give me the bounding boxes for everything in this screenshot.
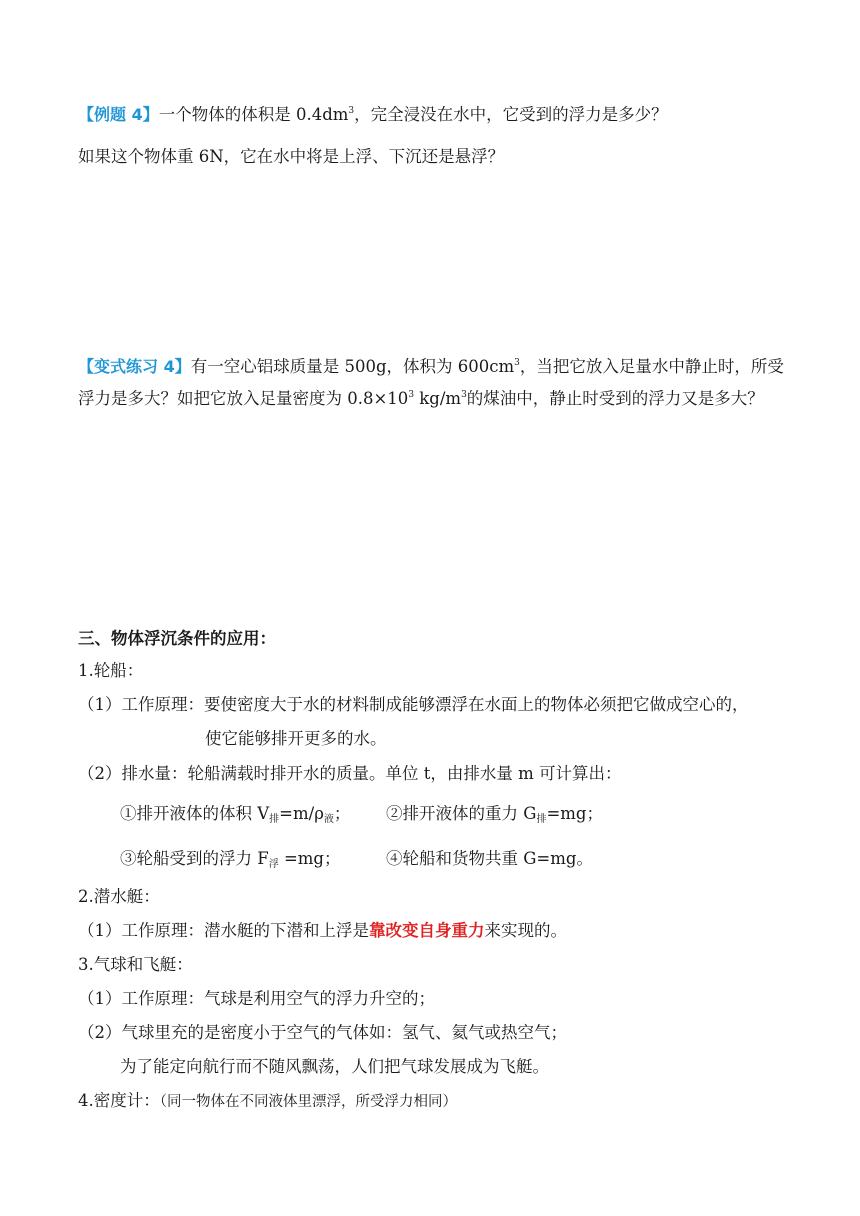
variant-4-tag: 【变式练习 4】: [78, 357, 191, 376]
balloon-principle: （1）工作原理：气球是利用空气的浮力升空的；: [78, 989, 435, 1008]
formula-volume: ①排开液体的体积 $V_排=m/\rho_液$；: [120, 804, 351, 825]
ship-displacement: （2）排水量：轮船满载时排开水的质量。单位 t，由排水量 m 可计算出：: [78, 764, 622, 783]
balloon-title: 3.气球和飞艇：: [78, 955, 193, 974]
submarine-principle: （1）工作原理：潜水艇的下潜和上浮是靠改变自身重力来实现的。: [78, 921, 567, 940]
submarine-title: 2.潜水艇：: [78, 887, 160, 906]
ship-principle: （1）工作原理：要使密度大于水的材料制成能够漂浮在水面上的物体必须把它做成空心的，: [78, 695, 749, 714]
hydrometer-note: （同一物体在不同液体里漂浮，所受浮力相同）: [159, 1094, 457, 1110]
section-3-title: 三、物体浮沉条件的应用：: [78, 629, 276, 648]
hydrometer-line: [78, 1090, 457, 1113]
balloon-gas: （2）气球里充的是密度小于空气的气体如：氢气、氦气或热空气；: [78, 1023, 567, 1042]
formula-weight: ②排开液体的重力 $G_排=mg$；: [386, 804, 603, 825]
ship-principle-cont: 使它能够排开更多的水。: [205, 729, 387, 748]
example-4-line-2: 如果这个物体重 6N，它在水中将是上浮、下沉还是悬浮？: [78, 147, 505, 166]
example-4-tag: 【例题 4】: [78, 105, 159, 124]
variant-4-line-2: 浮力是多大？如把它放入足量密度为 $0.8\times 10^3$ $kg/m^3$的煤油中，静止时受到的浮力又是多大？: [78, 389, 764, 408]
formula-total-weight: ④轮船和货物共重 G=mg。: [386, 849, 593, 868]
highlight-text: 靠改变自身重力: [369, 921, 485, 940]
variant-4-line-1: 【变式练习 4】有一空心铝球质量是 500g，体积为 $600cm^3$，当把它放入足量水中静止时，所受: [78, 357, 784, 376]
hydrometer-title: 4.密度计：: [78, 1091, 160, 1110]
formula-buoyancy: ③轮船受到的浮力 $F_浮 =mg$；: [120, 849, 341, 870]
example-4-line-1: 【例题 4】一个物体的体积是 $0.4dm^3$，完全浸没在水中，它受到的浮力是多少？: [78, 105, 668, 124]
ship-title: 1.轮船：: [78, 661, 144, 680]
balloon-airship: 为了能定向航行而不随风飘荡，人们把气球发展成为飞艇。: [120, 1057, 549, 1076]
